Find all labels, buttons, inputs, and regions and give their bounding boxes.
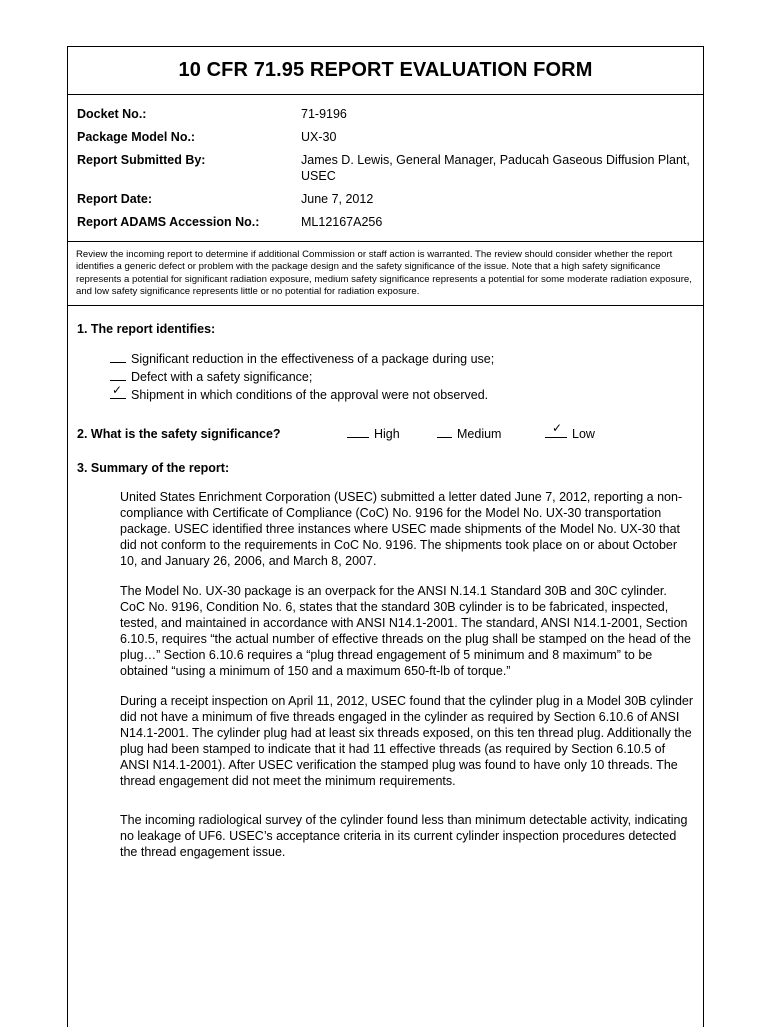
info-value: James D. Lewis, General Manager, Paducah Gaseous Diffusion Plant, USEC — [301, 153, 690, 183]
info-label: Report Submitted By: — [77, 153, 206, 167]
summary-paragraph: United States Enrichment Corporation (USEC) submitted a letter dated June 7, 2012, reporting a non-compliance with Certificate of Compliance (CoC) No. 9196 for the Model No. UX-30 transportation package. USEC identified three instances where USEC made shipments of the Model No. UX-30 that did not conform to the requirements in CoC No. 9196. The shipments took place on or about October 10, and January 26, 2006, and March 8, 2007. — [120, 489, 683, 568]
checkbox-blank[interactable] — [110, 349, 126, 363]
checklist-item — [110, 349, 703, 367]
info-box — [68, 95, 703, 242]
info-value: UX-30 — [301, 130, 337, 144]
form-title: 10 CFR 71.95 REPORT EVALUATION FORM — [178, 59, 593, 81]
summary-paragraph: During a receipt inspection on April 11, 2012, USEC found that the cylinder plug in a Model 30B cylinder did not have a minimum of five threads engaged in the cylinder as required by Section 6.10.6 of ANSI N14.1-2001. The cylinder plug had at least six threads exposed, on this ten thread plug. Additionally the plug had been stamped to indicate that it had 11 effective threads (as required by Section 6.10.5 of ANSI N14.1-2001). After USEC verification the stamped plug was found to have only 10 threads. The thread engagement did not meet the minimum requirements. — [120, 693, 694, 788]
check-mark-icon: ✓ — [552, 420, 563, 435]
instructions-text: Review the incoming report to determine if additional Commission or staff action is warranted. The review should consider whether the report identifies a generic defect or problem with the package design and the safety significance of the issue. Note that a high safety significance represents a potential for significant radiation exposure, medium safety significance represents a potential for some moderate radiation exposure, and low safety significance represents little or no potential for radiation exposure. — [76, 249, 692, 298]
checkbox-blank[interactable] — [110, 367, 126, 381]
info-row-adams-accession — [77, 214, 695, 230]
checkbox-blank[interactable] — [347, 424, 369, 438]
question-1-section — [68, 322, 703, 403]
info-row-submitted-by — [77, 152, 695, 184]
question-3-heading: 3. Summary of the report: — [77, 460, 230, 475]
question-2-heading: 2. What is the safety significance? — [77, 426, 281, 441]
significance-option-medium — [437, 424, 545, 441]
checklist-item — [110, 367, 703, 385]
info-label: Package Model No.: — [77, 130, 196, 144]
info-label: Report ADAMS Accession No.: — [77, 215, 260, 229]
question-2-section — [68, 420, 703, 441]
checkbox-blank[interactable] — [545, 420, 567, 438]
significance-label: Medium — [457, 426, 502, 441]
significance-label: High — [374, 426, 400, 441]
title-box — [68, 47, 703, 95]
info-label: Docket No.: — [77, 107, 147, 121]
significance-option-low — [545, 420, 595, 441]
checklist-item-label: Defect with a safety significance; — [131, 369, 313, 384]
info-value: 71-9196 — [301, 107, 347, 121]
summary-paragraph: The incoming radiological survey of the cylinder found less than minimum detectable activity, indicating no leakage of UF6. USEC’s acceptance criteria in its current cylinder inspection procedures detected the thread engagement issue. — [120, 812, 688, 859]
check-mark-icon: ✓ — [112, 382, 123, 397]
instructions-box — [68, 242, 703, 306]
summary-paragraph: The Model No. UX-30 package is an overpack for the ANSI N.14.1 Standard 30B and 30C cylinder. CoC No. 9196, Condition No. 6, states that the standard 30B cylinder is to be fabricated, inspected, tested, and maintained in accordance with ANSI N14.1-2001. The standard, ANSI N14.1-2001, Section 6.10.5, requires “the actual number of effective threads on the plug shall be stamped on the head of the plug…” Section 6.10.6 requires a “plug thread engagement of 5 minimum and 8 maximum” to be obtained “using a minimum of 150 and a maximum 650-ft-lb of torque.” — [120, 583, 691, 678]
significance-label: Low — [572, 426, 595, 441]
checkbox-blank[interactable] — [110, 382, 126, 399]
info-row-report-date — [77, 191, 695, 207]
info-label: Report Date: — [77, 192, 153, 206]
info-row-package-model — [77, 129, 695, 145]
checklist-item — [110, 382, 703, 403]
info-row-docket — [77, 106, 695, 122]
info-value: ML12167A256 — [301, 215, 383, 229]
significance-option-high — [347, 424, 437, 441]
report-evaluation-form — [67, 46, 704, 1027]
question-1-heading: 1. The report identifies: — [77, 321, 216, 336]
question-1-checklist — [110, 349, 703, 403]
checklist-item-label: Shipment in which conditions of the approval were not observed. — [131, 387, 489, 402]
checklist-item-label: Significant reduction in the effectiveness of a package during use; — [131, 351, 495, 366]
question-3-section — [68, 461, 703, 475]
info-value: June 7, 2012 — [301, 192, 374, 206]
checkbox-blank[interactable] — [437, 424, 452, 438]
